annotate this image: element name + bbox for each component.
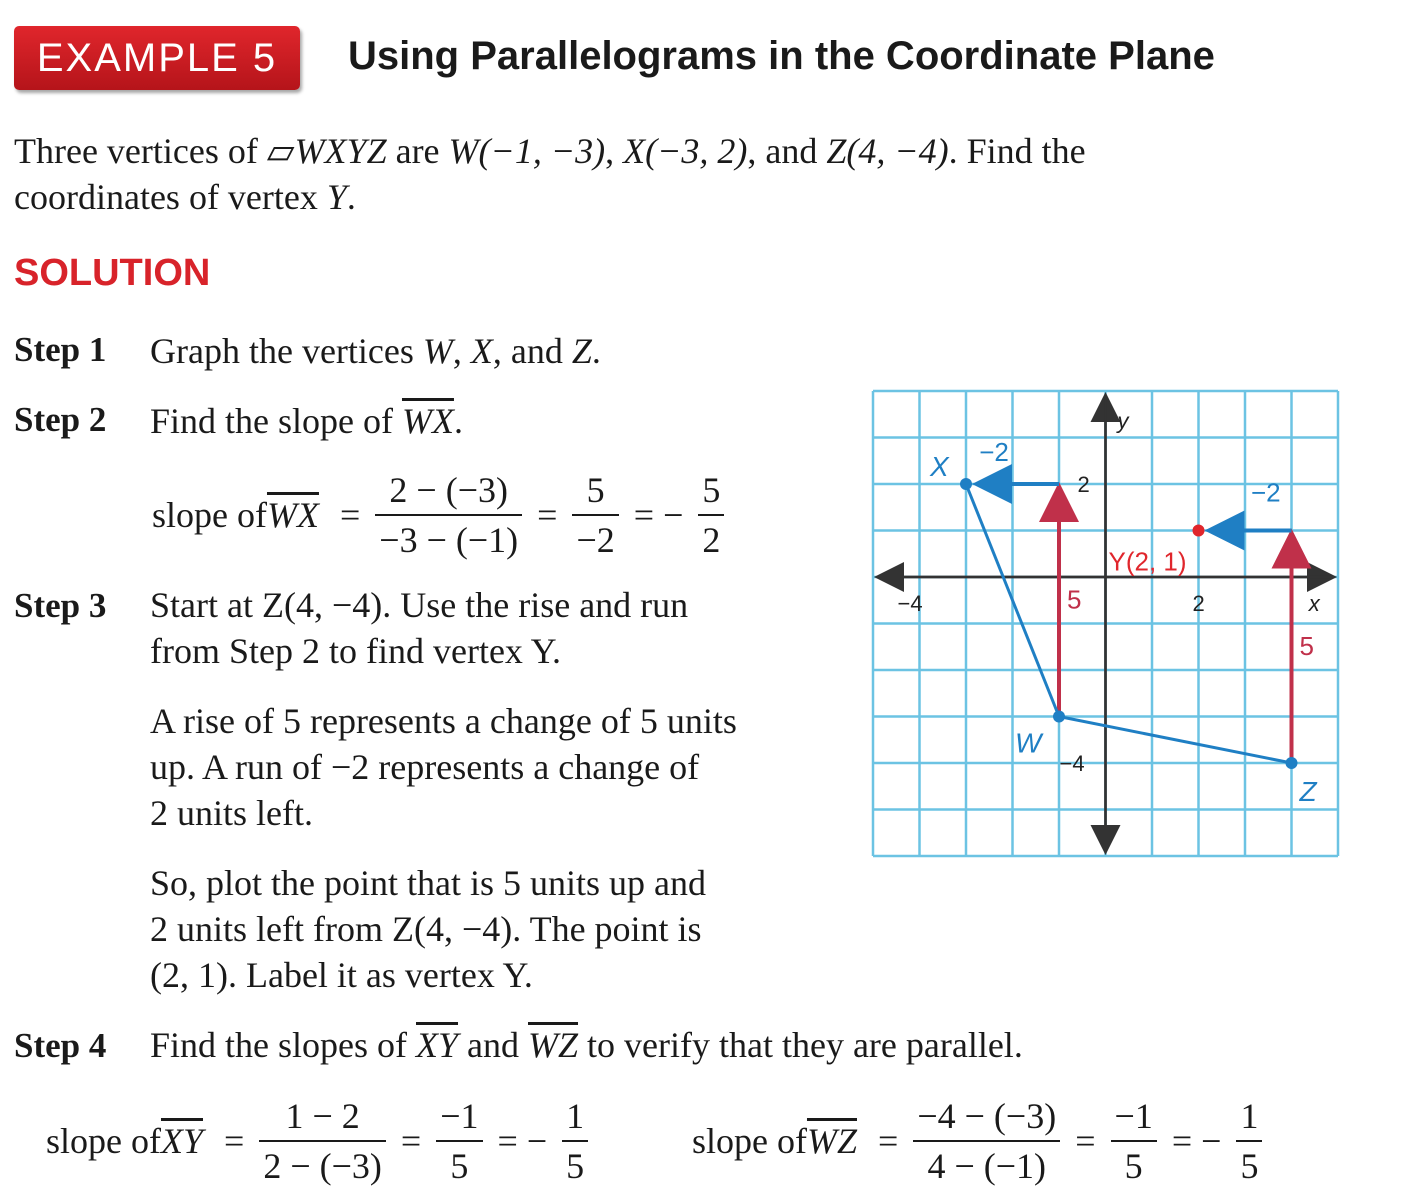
denominator: −3 − (−1) xyxy=(379,520,519,560)
y-axis-label: y xyxy=(1117,408,1129,434)
example-badge: EXAMPLE 5 xyxy=(14,26,300,90)
tick-label: −4 xyxy=(897,591,923,616)
denominator: 5 xyxy=(1240,1146,1259,1186)
step-text: Graph the vertices xyxy=(150,331,423,371)
numerator: 1 − 2 xyxy=(259,1092,386,1142)
denominator: −2 xyxy=(576,520,615,560)
slope-wz-equation xyxy=(686,1092,1262,1190)
numerator: −1 xyxy=(1111,1092,1157,1142)
run-label: −2 xyxy=(979,436,1009,467)
numerator: 1 xyxy=(1236,1092,1262,1142)
step-text: . xyxy=(591,331,601,371)
vertex-z-point xyxy=(1286,757,1298,769)
rise-label: 5 xyxy=(1299,630,1314,661)
example-title: Using Parallelograms in the Coordinate Plane xyxy=(348,34,1215,78)
segment-wz xyxy=(1059,717,1292,764)
problem-text: . xyxy=(346,177,356,217)
problem-text: coordinates of vertex xyxy=(14,177,327,217)
fraction xyxy=(572,466,618,564)
equation-text: slope of xyxy=(46,1121,161,1161)
denominator: 4 − (−1) xyxy=(927,1146,1047,1186)
equals-sign: = xyxy=(400,1121,422,1161)
equation-text: slope of xyxy=(152,495,267,535)
step-text: (2, 1). Label it as vertex Y. xyxy=(150,955,533,995)
tick-label: −4 xyxy=(1059,751,1085,776)
step-text: Find the slope of xyxy=(150,401,402,441)
problem-text: . Find the xyxy=(948,131,1086,171)
denominator: 2 xyxy=(702,520,721,560)
vertex-y: Y xyxy=(326,177,347,217)
step-text: Find the slopes of xyxy=(150,1025,416,1065)
equation-text: slope of xyxy=(692,1121,807,1161)
problem-text: Three vertices of xyxy=(14,131,267,171)
vertex-x-point xyxy=(960,478,972,490)
step-4-text xyxy=(150,1022,1023,1068)
vertex-z: Z(4, −4) xyxy=(826,131,949,171)
tick-label: 2 xyxy=(1192,591,1205,616)
step-1-label: Step 1 xyxy=(14,330,107,369)
step-text: to verify that they are parallel. xyxy=(578,1025,1023,1065)
vertex-w-point xyxy=(1053,711,1065,723)
fraction xyxy=(436,1092,482,1190)
fraction xyxy=(698,466,724,564)
step-text: Start at Z(4, −4). Use the rise and run xyxy=(150,585,689,625)
segment-xy: $\overline{XY}$ xyxy=(416,1025,459,1065)
shape-name: WXYZ xyxy=(294,131,387,171)
numerator: 2 − (−3) xyxy=(375,466,522,516)
vertex-x: X xyxy=(470,331,493,371)
equals-sign: = xyxy=(339,495,361,535)
segment-wx: $\overline{WX}$ xyxy=(401,401,454,441)
fraction xyxy=(259,1092,386,1190)
vertex-z-label: Z xyxy=(1299,776,1317,807)
step-text: 2 units left. xyxy=(150,793,313,833)
slope-wx-equation xyxy=(146,466,724,564)
vertex-w-label: W xyxy=(1015,727,1042,759)
step-text: from Step 2 to find vertex Y. xyxy=(150,631,561,671)
run-label: −2 xyxy=(1250,477,1281,508)
segment-xy: $\overline{XY}$ xyxy=(160,1121,203,1161)
rise-label: 5 xyxy=(1067,584,1082,615)
vertex-w: W xyxy=(422,331,453,371)
slope-xy-equation xyxy=(40,1092,588,1190)
vertex-y-point xyxy=(1193,525,1205,537)
step-3-plot xyxy=(150,860,706,998)
step-text: So, plot the point that is 5 units up and xyxy=(150,863,706,903)
vertex-x: X(−3, 2) xyxy=(623,131,748,171)
problem-text: , xyxy=(605,131,624,171)
vertex-w: W(−1, −3) xyxy=(448,131,606,171)
equals-sign: = xyxy=(537,495,558,535)
step-2-text xyxy=(150,398,463,444)
segment-wx: $\overline{WX}$ xyxy=(266,495,319,535)
step-4-label: Step 4 xyxy=(14,1026,107,1065)
step-text: A rise of 5 represents a change of 5 units xyxy=(150,701,737,741)
problem-statement xyxy=(14,128,1086,220)
fraction xyxy=(562,1092,588,1190)
step-text: , and xyxy=(492,331,572,371)
step-1-text xyxy=(150,328,601,374)
step-text: up. A run of −2 represents a change of xyxy=(150,747,700,787)
fraction xyxy=(913,1092,1060,1190)
denominator: 5 xyxy=(1124,1146,1143,1186)
numerator: −4 − (−3) xyxy=(913,1092,1060,1142)
problem-text: are xyxy=(386,131,449,171)
vertex-y-label: Y(2, 1) xyxy=(1108,546,1187,577)
tick-label: 2 xyxy=(1077,472,1090,497)
numerator: −1 xyxy=(436,1092,482,1142)
fraction xyxy=(375,466,522,564)
numerator: 1 xyxy=(562,1092,588,1142)
step-text: , xyxy=(452,331,471,371)
step-2-label: Step 2 xyxy=(14,400,107,439)
equals-sign: = xyxy=(1075,1121,1096,1161)
equals-sign: = xyxy=(224,1121,245,1161)
vertex-z: Z xyxy=(571,331,592,371)
vertex-x-label: X xyxy=(930,451,949,482)
parallelogram-symbol: ▱ xyxy=(266,131,295,171)
segment-wz: $\overline{WZ}$ xyxy=(528,1025,579,1065)
step-3-label: Step 3 xyxy=(14,586,107,625)
equals-sign: = − xyxy=(497,1121,548,1161)
equals-sign: = xyxy=(878,1121,899,1161)
step-3-rise-run xyxy=(150,698,737,836)
equals-sign: = − xyxy=(633,495,684,535)
step-text: and xyxy=(458,1025,528,1065)
coordinate-graph xyxy=(868,386,1340,858)
segment-wz: $\overline{WZ}$ xyxy=(806,1121,857,1161)
x-axis-label: x xyxy=(1308,591,1320,616)
equals-sign: = − xyxy=(1171,1121,1222,1161)
numerator: 5 xyxy=(698,466,724,516)
step-text: 2 units left from Z(4, −4). The point is xyxy=(150,909,702,949)
fraction xyxy=(1236,1092,1262,1190)
denominator: 5 xyxy=(450,1146,469,1186)
denominator: 2 − (−3) xyxy=(263,1146,382,1186)
step-text: . xyxy=(453,401,463,441)
solution-heading: SOLUTION xyxy=(14,252,211,294)
fraction xyxy=(1111,1092,1157,1190)
step-3-text xyxy=(150,582,688,674)
problem-text: , and xyxy=(747,131,827,171)
denominator: 5 xyxy=(566,1146,585,1186)
numerator: 5 xyxy=(572,466,618,516)
